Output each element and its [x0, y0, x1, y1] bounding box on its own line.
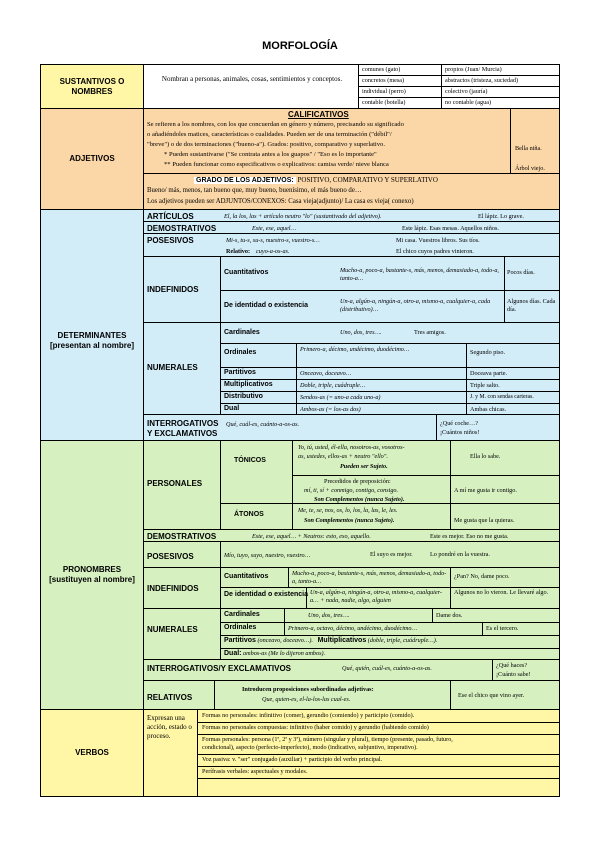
det-posesivos-row — [143, 233, 560, 257]
calificativos-line: Se refieren a los nombres, con los que concuerdan en género y número, precisando su significado — [147, 121, 404, 128]
det-num-example: Triple salto. — [470, 382, 500, 389]
verbos-line: Voz pasiva: v. "ser" conjugado (auxiliar) + participio del verbo principal. — [202, 756, 383, 763]
verbos-line: Perífrasis verbales: aspectuales y modales. — [202, 768, 308, 775]
sustantivos-definition-cell — [143, 64, 359, 109]
pro-relativos-line: Introducen proposiciones subordinadas adjetivas: — [242, 686, 374, 693]
pro-relativos-name: RELATIVOS — [147, 693, 193, 702]
det-num-text: Uno, dos, tres…. — [340, 329, 382, 336]
verbos-definition: Expresan una acción, estado o proceso. — [147, 714, 192, 740]
pro-posesivos-example: Lo pondré en la vuestra. — [430, 551, 490, 558]
det-num-text: Doble, triple, cuádruple… — [300, 382, 366, 389]
det-num-label: Multiplicativos — [224, 381, 273, 388]
pro-tonicos-line: as, ustedes, ellos-as + neutro "ello". — [298, 453, 388, 460]
det-articulos-text: El, la los, las + artículo neutro "lo" (sustantivado del adjetivo). — [224, 213, 382, 220]
det-num-example: Tres amigos. — [414, 329, 446, 336]
pro-ident-text: Un-a, algún-a, ningún-a, otro-a, mismo-a, cualquier-a… + nada, nadie, algo, alguien — [310, 589, 442, 604]
det-num-example: Segundo piso. — [470, 349, 506, 356]
det-articulos-name: ARTÍCULOS — [147, 212, 194, 221]
sustantivo-type: no contable (agua) — [445, 99, 492, 106]
det-num-text: Ambos-as (= los-as dos) — [300, 406, 361, 413]
det-relativo-label: Relativo: — [226, 248, 251, 255]
det-interrog-text: Qué, cuál-es, cuánto-a-os-as. — [226, 421, 300, 428]
grado-rest: POSITIVO, COMPARATIVO Y SUPERLATIVO — [297, 176, 438, 184]
calificativos-title: CALIFICATIVOS — [288, 110, 349, 119]
det-demostrativos-text: Este, ese, aquel… — [252, 225, 296, 232]
pro-atonos-label: ÁTONOS — [234, 511, 264, 518]
verbos-line: Formas no personales compuestas: infinitivo (haber comido) y gerundio (habiendo comido) — [202, 724, 429, 731]
calificativos-line: "breve") o de dos terminaciones ("bueno-a"). Grados: positivo, comparativo y superlativo. — [147, 141, 386, 148]
verbos-line: Formas no personales: infinitivo (comer), gerundio (comiendo) y participio (comido). — [202, 712, 415, 719]
det-ident-example: Algunos días. Cada día. — [507, 298, 556, 313]
det-numerales-row — [143, 322, 560, 415]
pro-mult-text: (doble, triple, cuádruple…). — [367, 637, 438, 644]
pro-part-text: (onceavo, doceavo…). — [257, 637, 313, 644]
det-num-label: Dual — [224, 405, 240, 412]
grado-title: GRADO DE LOS ADJETIVOS: — [196, 177, 294, 184]
adjetivos-label — [40, 108, 144, 210]
det-interrog-example: ¡Cuántos niños! — [440, 429, 480, 436]
pro-partitivos — [224, 637, 437, 646]
det-cuant-label: Cuantitativos — [224, 269, 269, 276]
det-posesivos-name: POSESIVOS — [147, 236, 194, 245]
pro-ident-example: Algunos no lo vieron. Le llevaré algo. — [454, 589, 549, 596]
pro-tonicos-line: Pueden ser Sujeto. — [340, 463, 388, 470]
pro-prep-line: mí, ti, sí + conmigo, contigo, consigo. — [304, 487, 399, 494]
det-posesivos-text: Mi-s, tu-s, su-s, nuestro-s, vuestro-s… — [226, 237, 320, 244]
pro-cuant-label: Cuantitativos — [224, 573, 269, 580]
pro-tonicos-example: Ella lo sabe. — [470, 453, 501, 460]
det-numerales-name: NUMERALES — [147, 363, 198, 372]
det-num-example: Ambas chicas. — [470, 406, 507, 413]
det-cuant-text: Mucho-a, poco-a, bastante-s, más, menos, demasiado-a, todo-a, tanto-a… — [340, 267, 499, 282]
grado-line: Los adjetivos pueden ser ADJUNTOS/CONEXOS: Casa vieja(adjunto)/ La casa es vieja( conexo) — [147, 198, 414, 205]
verbos-line: Formas personales: persona (1ª, 2ª y 3ª), número (singular y plural), tiempo (presente, pasado, futuro, — [202, 736, 453, 743]
det-num-text: Onceavo, doceavo… — [300, 370, 352, 377]
pro-numerales-row — [143, 608, 560, 660]
pro-posesivos-name: POSESIVOS — [147, 552, 194, 561]
determinantes-label — [40, 209, 144, 472]
pro-posesivos-row — [143, 541, 560, 568]
verbos-line: condicional), aspecto (perfecto-imperfecto), modo (indicativo, subjuntivo, imperativo). — [202, 744, 418, 751]
det-cuant-example: Pocos días. — [507, 269, 535, 276]
verbos-label — [40, 709, 144, 797]
sustantivo-type: concretos (mesa) — [362, 77, 405, 84]
sustantivo-type: comunes (gato) — [362, 66, 401, 73]
det-demostrativos-name: DEMOSTRATIVOS — [147, 224, 217, 233]
sustantivos-types-table — [358, 64, 560, 109]
det-num-example: Doceava parte. — [470, 370, 508, 377]
det-num-label: Cardinales — [224, 329, 260, 336]
calificativos-line: ** Pueden funcionar como especificativos o explicativos: camisa verde/ nieve blanca — [164, 161, 389, 168]
grado-line: Bueno/ más, menos, tan bueno que, muy bueno, buenísimo, el más bueno de… — [147, 187, 362, 194]
pro-dual-label: Dual: — [224, 650, 242, 657]
pro-prep-line: Precedidos de preposición: — [324, 478, 391, 485]
pro-card-text: Uno, dos, tres…. — [308, 612, 350, 619]
det-ident-label: De identidad o existencia — [224, 302, 309, 309]
pro-card-example: Dame dos. — [436, 612, 463, 619]
pro-numerales-name: NUMERALES — [147, 625, 198, 634]
adjetivo-example: Bella niña. — [515, 145, 542, 152]
det-interrog-name: INTERROGATIVOS Y EXCLAMATIVOS — [147, 419, 219, 438]
det-num-label: Distributivo — [224, 393, 263, 400]
sustantivo-type: propios (Juan/ Murcia) — [445, 66, 502, 73]
pro-ord-text: Primero-a, octavo, décimo, undécimo, duodécimo… — [288, 625, 417, 632]
pro-dual — [224, 650, 325, 659]
sustantivo-type: individual (perro) — [362, 88, 406, 95]
pro-atonos-example: Me gusta que la quieras. — [454, 517, 515, 524]
pro-prep-example: A mí me gusta ir contigo. — [454, 487, 517, 494]
pro-posesivos-text: Mío, tuyo, suyo, nuestro, vuestro… — [224, 552, 311, 559]
det-demostrativos-example: Este lápiz. Esas mesas. Aquellos niños. — [402, 225, 499, 232]
adjetivos-calificativos-cell — [143, 108, 511, 174]
det-num-text: Primero-a, décimo, undécimo, duodécimo… — [300, 346, 410, 353]
pro-posesivos-example: El suyo es mejor. — [370, 551, 413, 558]
pro-dual-text: ambos-as (Me lo dijeron ambos). — [243, 650, 326, 657]
determinantes-label-text: DETERMINANTES [presentan al nombre] — [49, 330, 134, 350]
pro-tonicos-line: Yo, tú, usted, él-ella, nosotros-as, vosotros- — [298, 444, 405, 451]
det-relativo-text: cuyo-a-os-as. — [256, 248, 290, 255]
pro-cuant-example: ¿Pan? No, dame poco. — [454, 573, 510, 580]
pro-interrog-example: ¡Cuánto sabe! — [496, 671, 531, 678]
sustantivos-label-text: SUSTANTIVOS O NOMBRES — [59, 76, 125, 96]
det-indefinidos-row — [143, 256, 560, 323]
pro-personales-name: PERSONALES — [147, 479, 203, 488]
pro-relativos-line: Que, quien-es, el-la-los-las cual-es. — [262, 696, 351, 703]
verbos-definition-cell — [143, 709, 198, 797]
pro-demostrativos-example: Este es mejor. Eso no me gusta. — [430, 533, 509, 540]
det-articulos-example: El lápiz. Lo grave. — [478, 213, 524, 220]
sustantivo-type: contable (botella) — [362, 99, 406, 106]
pro-atonos-line: Me, te, se, nos, os, lo, los, la, las, le, les. — [298, 507, 398, 514]
verbos-forms-cell — [197, 709, 560, 797]
pro-ord-label: Ordinales — [224, 624, 257, 631]
calificativos-line: * Pueden sustantivarse ("Se contrata antes a los guapos" / "Eso es lo importante" — [164, 151, 377, 158]
det-num-text: Sendos-as (= uno-a cada uno-a) — [300, 394, 381, 401]
det-indefinidos-name: INDEFINIDOS — [147, 285, 199, 294]
pro-interrog-name: INTERROGATIVOS/Y EXCLAMATIVOS — [147, 664, 292, 673]
pro-prep-line: Son Complementos (nunca Sujeto). — [314, 496, 405, 503]
pro-cuant-text: Mucho-a, poco-a, bastante-s, más, menos, demasiado-a, todo-a, tanto-a… — [292, 570, 447, 585]
adjetivos-examples-cell — [510, 108, 560, 174]
pro-atonos-line: Son Complementos (nunca Sujeto). — [304, 517, 395, 524]
page-title: MORFOLOGÍA — [262, 40, 338, 52]
sustantivo-type: colectivo (jauría) — [445, 88, 488, 95]
sustantivo-type: abstractos (tristeza, suciedad) — [445, 77, 519, 84]
sustantivos-definition: Nombran a personas, animales, cosas, sentimientos y conceptos. — [161, 75, 343, 83]
pro-interrog-row — [143, 659, 560, 681]
pronombres-label — [40, 440, 144, 710]
adjetivos-label-text: ADJETIVOS — [69, 154, 115, 164]
pro-ident-label: De identidad o existencia — [224, 591, 309, 598]
pro-demostrativos-name: DEMOSTRATIVOS — [147, 532, 217, 541]
det-ident-text: Un-a, algún-a, ningún-a, otro-a, mismo-a, cualquier-a, cada (distributivo)… — [340, 298, 491, 313]
pro-indefinidos-row — [143, 567, 560, 609]
det-relativo-example: El chico cuyos padres vinieron. — [396, 248, 474, 255]
pro-mult-label: Multiplicativos — [317, 637, 367, 644]
verbos-label-text: VERBOS — [75, 748, 109, 758]
pro-tonicos-label: TÓNICOS — [234, 457, 266, 464]
det-num-label: Partitivos — [224, 369, 256, 376]
pro-personales-row — [143, 440, 560, 530]
adjetivos-grado-cell — [143, 173, 560, 210]
pro-relativos-example: Ese el chico que vino ayer. — [458, 692, 525, 699]
pronombres-label-text: PRONOMBRES [sustituyen al nombre] — [49, 565, 135, 584]
pro-relativos-row — [143, 680, 560, 710]
pro-card-label: Cardinales — [224, 611, 260, 618]
grado-heading — [194, 176, 438, 186]
pro-interrog-text: Qué, quién, cuál-es, cuánto-a-os-as. — [342, 665, 432, 672]
pro-part-label: Partitivos — [224, 637, 256, 644]
pro-indefinidos-name: INDEFINIDOS — [147, 584, 199, 593]
det-posesivos-example: Mi casa. Vuestros libros. Sus tíos. — [396, 237, 480, 244]
det-interrog-example: ¿Qué coche…? — [440, 420, 478, 427]
sustantivos-label — [40, 64, 144, 109]
pro-interrog-example: ¿Qué haces? — [496, 662, 528, 669]
pro-demostrativos-text: Este, ese, aquel… + Neutros: esto, eso, aquello. — [252, 533, 371, 540]
adjetivo-example: Árbol viejo. — [515, 165, 545, 172]
det-num-example: J. y M. con sendas carteras. — [470, 394, 534, 400]
calificativos-line: o añadiéndoles matices, características o cualidades. Pueden ser de una terminación ("débil"/ — [147, 131, 392, 138]
pro-ord-example: Es el tercero. — [486, 625, 519, 632]
det-num-label: Ordinales — [224, 349, 257, 356]
